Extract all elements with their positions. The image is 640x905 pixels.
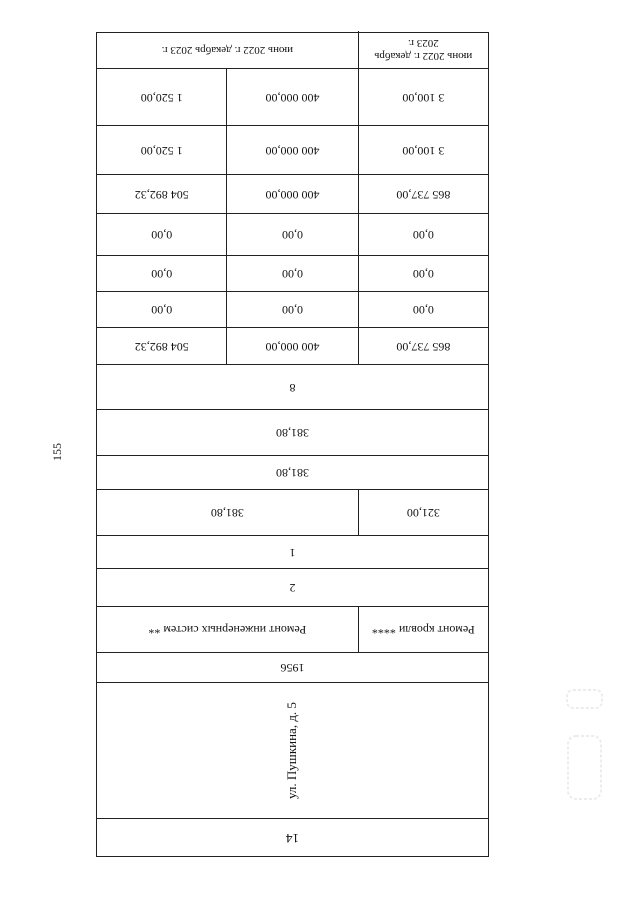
money-cell-4-1: 0,00 bbox=[412, 228, 434, 243]
eight-cell: 8 bbox=[289, 380, 296, 395]
row-number bbox=[97, 819, 488, 856]
money-cell-2-3: 0,00 bbox=[97, 292, 227, 327]
money-row-5 bbox=[97, 175, 488, 214]
area-total-row-2 bbox=[97, 410, 488, 456]
money-row-6 bbox=[97, 126, 488, 175]
money-row-4 bbox=[97, 214, 488, 256]
area-total-cell-1: 381,80 bbox=[276, 466, 309, 481]
money-row-7 bbox=[97, 69, 488, 126]
stamp-top-shape bbox=[567, 690, 602, 708]
money-cell-6-2: 400 000,00 bbox=[227, 126, 358, 174]
address-text: ул. Пушкина, д. 5 bbox=[284, 702, 300, 799]
address-row bbox=[97, 683, 488, 819]
margin-stamp bbox=[565, 688, 604, 802]
period-right-cell: июнь 2022 г. декабрь 2023 г. bbox=[97, 31, 359, 68]
money-row-3 bbox=[97, 256, 488, 292]
two-row bbox=[97, 569, 488, 607]
money-cell-3-2: 0,00 bbox=[227, 256, 358, 291]
one-cell: 1 bbox=[289, 545, 296, 560]
money-cell-5-3: 504 892,32 bbox=[97, 175, 227, 213]
stamp-bottom-shape bbox=[568, 736, 601, 799]
money-cell-7-2: 400 000,00 bbox=[227, 69, 358, 125]
money-cell-4-3: 0,00 bbox=[97, 214, 227, 255]
money-cell-2-2: 0,00 bbox=[227, 292, 358, 327]
money-cell-2-1: 0,00 bbox=[412, 303, 434, 318]
money-cell-1-1: 865 737,00 bbox=[396, 339, 451, 354]
money-cell-6-1: 3 100,00 bbox=[402, 143, 445, 158]
year-cell: 1956 bbox=[280, 661, 305, 676]
money-cell-1-3: 504 892,32 bbox=[97, 328, 227, 364]
row-number-cell: 14 bbox=[286, 830, 299, 846]
address-cell bbox=[97, 683, 488, 818]
money-row-2 bbox=[97, 292, 488, 328]
money-cell-3-1: 0,00 bbox=[412, 267, 434, 282]
repair-roof-cell: Ремонт кровли **** bbox=[371, 623, 475, 638]
repair-systems-cell: Ремонт инженерных систем ** bbox=[97, 607, 359, 652]
page-number: 155 bbox=[50, 443, 64, 461]
area-total-cell-2: 381,80 bbox=[276, 426, 309, 441]
one-row bbox=[97, 536, 488, 569]
money-cell-5-2: 400 000,00 bbox=[227, 175, 358, 213]
two-cell: 2 bbox=[289, 581, 296, 596]
eight-row bbox=[97, 365, 488, 410]
rotated-table bbox=[96, 32, 489, 857]
money-row-1 bbox=[97, 328, 488, 365]
address-text-wrap bbox=[97, 683, 488, 818]
money-cell-7-1: 3 100,00 bbox=[402, 90, 445, 105]
money-cell-7-3: 1 520,00 bbox=[97, 69, 227, 125]
money-cell-6-3: 1 520,00 bbox=[97, 126, 227, 174]
repair-row bbox=[97, 607, 488, 653]
period-left-cell: июнь 2022 г. декабрь 2023 г. bbox=[374, 37, 473, 62]
money-cell-1-2: 400 000,00 bbox=[227, 328, 358, 364]
address-wrap bbox=[97, 683, 488, 818]
money-cell-5-1: 865 737,00 bbox=[396, 187, 451, 202]
area-total-row-1 bbox=[97, 456, 488, 490]
period-row bbox=[97, 31, 488, 69]
money-cell-4-2: 0,00 bbox=[227, 214, 358, 255]
money-cell-3-3: 0,00 bbox=[97, 256, 227, 291]
area-row bbox=[97, 490, 488, 536]
area-right-cell: 381,80 bbox=[97, 490, 359, 535]
area-left-cell: 321,00 bbox=[406, 506, 440, 521]
year-row bbox=[97, 653, 488, 683]
